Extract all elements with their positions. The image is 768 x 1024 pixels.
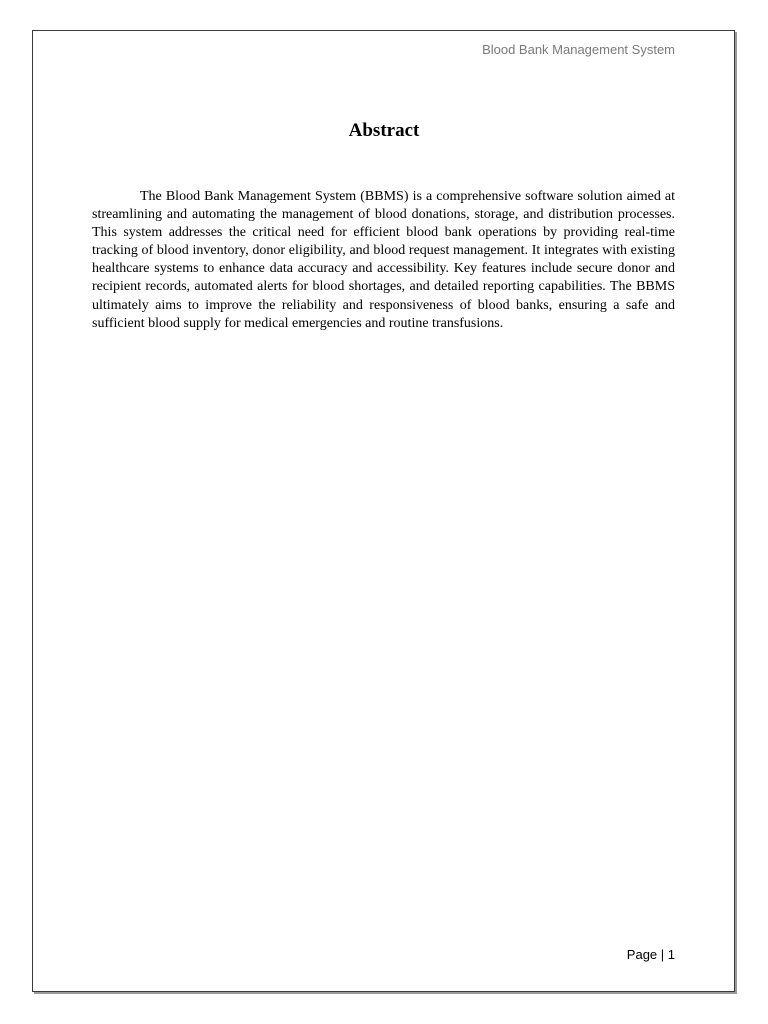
- page-frame: [32, 30, 735, 992]
- page-title: Abstract: [348, 120, 420, 141]
- page-number: Page | 1: [626, 947, 675, 962]
- running-header: Blood Bank Management System: [482, 42, 675, 57]
- abstract-paragraph: The Blood Bank Management System (BBMS) is a comprehensive software solution aimed at streamlining and automating the management of blood donations, storage, and distribution processes. This system addresses the critical need for efficient blood bank operations by providing real-time tracking of blood inventory, donor eligibility, and blood request management. It integrates with existing healthcare systems to enhance data accuracy and accessibility. Key features include secure donor and recipient records, automated alerts for blood shortages, and detailed reporting capabilities. The BBMS ultimately aims to improve the reliability and responsiveness of blood banks, ensuring a safe and sufficient blood supply for medical emergencies and routine transfusions.: [92, 189, 675, 331]
